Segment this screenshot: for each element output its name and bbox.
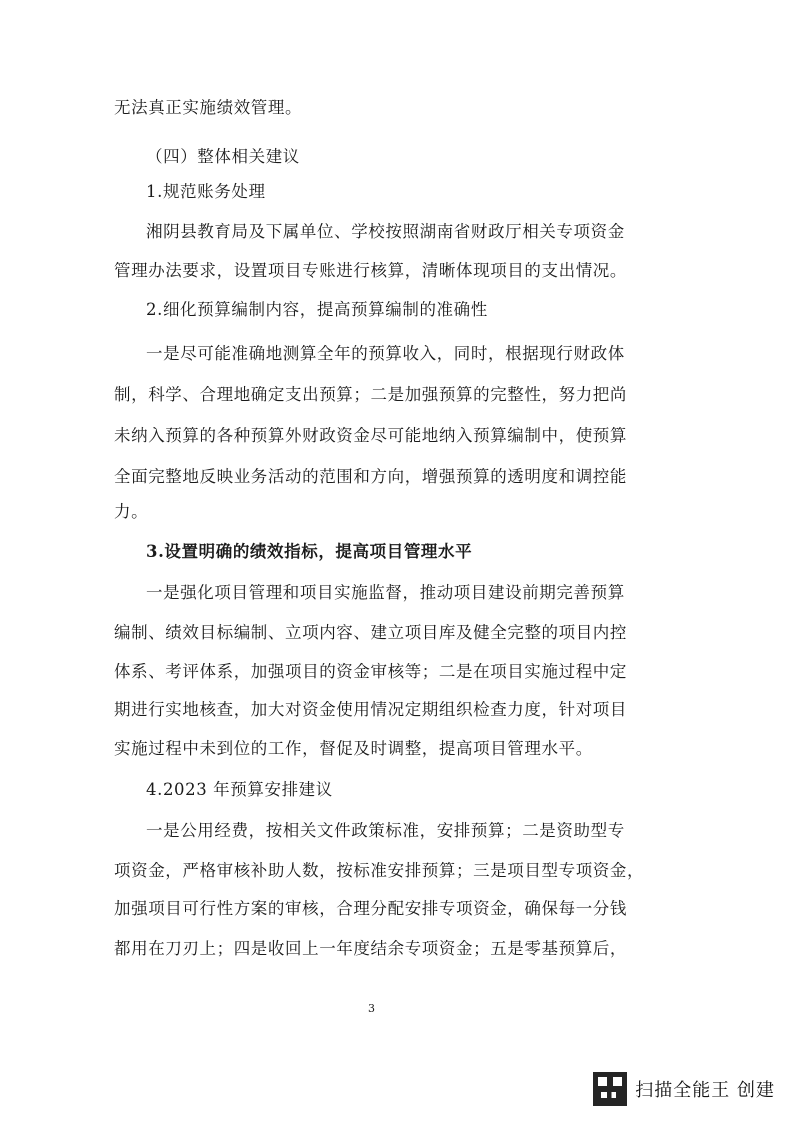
paragraph-line: 一是公用经费，按相关文件政策标准，安排预算；二是资助型专 — [146, 821, 625, 840]
paragraph-line: 全面完整地反映业务活动的范围和方向，增强预算的透明度和调控能 — [114, 467, 627, 486]
paragraph-line: 制，科学、合理地确定支出预算；二是加强预算的完整性，努力把尚 — [114, 385, 627, 404]
paragraph-line: 加强项目可行性方案的审核，合理分配安排专项资金，确保每一分钱 — [114, 899, 627, 918]
paragraph-line: 未纳入预算的各种预算外财政资金尽可能地纳入预算编制中，使预算 — [114, 426, 627, 445]
paragraph-line: 湘阴县教育局及下属单位、学校按照湖南省财政厅相关专项资金 — [146, 222, 625, 241]
section-heading: （四）整体相关建议 — [146, 147, 300, 166]
paragraph-line: 都用在刀刃上；四是收回上一年度结余专项资金；五是零基预算后， — [114, 939, 627, 958]
paragraph-line: 无法真正实施绩效管理。 — [114, 98, 303, 117]
subsection-heading: 4.2023 年预算安排建议 — [146, 780, 333, 799]
qr-code-icon — [593, 1072, 627, 1106]
paragraph-line: 体系、考评体系，加强项目的资金审核等；二是在项目实施过程中定 — [114, 662, 627, 681]
page-number: 3 — [368, 1002, 375, 1015]
subsection-heading: 3.设置明确的绩效指标，提高项目管理水平 — [146, 542, 473, 561]
watermark-text: 扫描全能王 创建 — [635, 1080, 775, 1101]
paragraph-line: 一是强化项目管理和项目实施监督，推动项目建设前期完善预算 — [146, 583, 625, 602]
paragraph-line: 项资金，严格审核补助人数，按标准安排预算；三是项目型专项资金， — [114, 861, 645, 880]
paragraph-line: 期进行实地核查，加大对资金使用情况定期组织检查力度，针对项目 — [114, 700, 627, 719]
paragraph-line: 一是尽可能准确地测算全年的预算收入，同时，根据现行财政体 — [146, 344, 625, 363]
scanner-watermark — [593, 1072, 775, 1106]
paragraph-line: 编制、绩效目标编制、立项内容、建立项目库及健全完整的项目内控 — [114, 623, 627, 642]
subsection-heading: 1.规范账务处理 — [146, 182, 266, 201]
paragraph-line: 力。 — [114, 502, 149, 521]
subsection-heading: 2.细化预算编制内容，提高预算编制的准确性 — [146, 300, 488, 319]
paragraph-line: 管理办法要求，设置项目专账进行核算，清晰体现项目的支出情况。 — [114, 261, 627, 280]
paragraph-line: 实施过程中未到位的工作，督促及时调整，提高项目管理水平。 — [114, 739, 593, 758]
